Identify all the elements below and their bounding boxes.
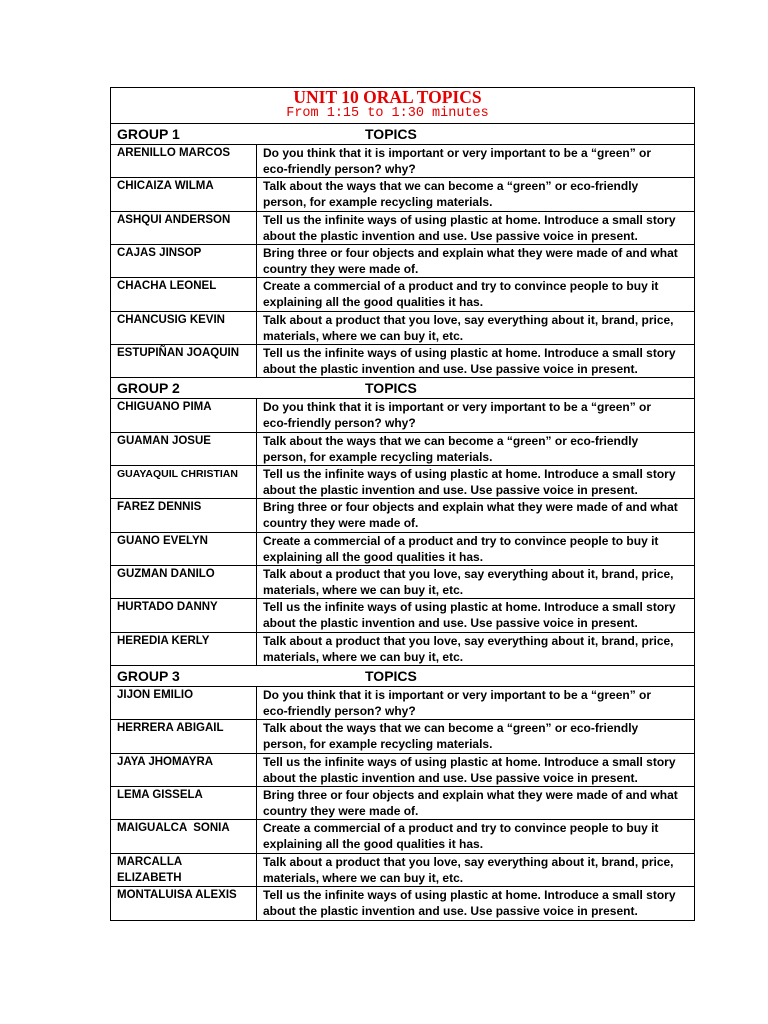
student-name: ASHQUI ANDERSON — [111, 212, 257, 244]
group-rows — [111, 687, 694, 920]
table-row — [111, 433, 694, 466]
topic-text: Talk about the ways that we can become a “green” or eco-friendly person, for example recycling materials. — [263, 433, 639, 464]
table-row — [111, 633, 694, 666]
topic-text: Tell us the infinite ways of using plastic at home. Introduce a small story about the plastic invention and use. Use passive voice in present. — [263, 212, 676, 243]
table-row — [111, 720, 694, 753]
group-label: GROUP 2 — [117, 380, 180, 397]
student-name: CHACHA LEONEL — [111, 278, 257, 310]
topic-text: Do you think that it is important or very important to be a “green” or eco-friendly person? why? — [263, 146, 652, 176]
table-row — [111, 278, 694, 311]
group-rows — [111, 399, 694, 666]
table-row — [111, 499, 694, 532]
title-row — [111, 88, 694, 124]
student-name: GUANO EVELYN — [111, 533, 257, 565]
topic-text: Create a commercial of a product and try to convince people to buy it explaining all the good qualities it has. — [263, 821, 659, 852]
document-title: UNIT 10 ORAL TOPICS — [293, 87, 482, 107]
student-name: LEMA GISSELA — [111, 787, 257, 819]
student-name: FAREZ DENNIS — [111, 499, 257, 531]
student-name: HERRERA ABIGAIL — [111, 720, 257, 752]
table-row — [111, 399, 694, 432]
table-row — [111, 887, 694, 920]
topic-text: Tell us the infinite ways of using plastic at home. Introduce a small story about the plastic invention and use. Use passive voice in present. — [263, 345, 676, 376]
student-name: MARCALLA ELIZABETH — [111, 854, 257, 886]
student-name: CAJAS JINSOP — [111, 245, 257, 277]
student-name: GUAYAQUIL CHRISTIAN — [111, 466, 257, 498]
topic-text: Tell us the infinite ways of using plastic at home. Introduce a small story about the plastic invention and use. Use passive voice in present. — [263, 466, 676, 497]
topic-text: Tell us the infinite ways of using plastic at home. Introduce a small story about the plastic invention and use. Use passive voice in present. — [263, 754, 676, 785]
oral-topics-table — [110, 87, 695, 921]
student-name: HEREDIA KERLY — [111, 633, 257, 665]
group-label: GROUP 3 — [117, 667, 180, 684]
group-header-row — [111, 666, 694, 687]
student-name: CHANCUSIG KEVIN — [111, 312, 257, 344]
table-row — [111, 854, 694, 887]
group-header-row — [111, 124, 694, 145]
table-row — [111, 245, 694, 278]
topics-column-header: TOPICS — [365, 380, 417, 397]
group-header-row — [111, 378, 694, 399]
group-rows — [111, 145, 694, 378]
student-name: MONTALUISA ALEXIS — [111, 887, 257, 920]
document-subtitle: From 1:15 to 1:30 minutes — [286, 106, 489, 121]
topic-text: Do you think that it is important or very important to be a “green” or eco-friendly person? why? — [263, 400, 652, 431]
table-row — [111, 466, 694, 499]
group-section — [111, 124, 694, 378]
topic-text: Talk about a product that you love, say everything about it, brand, price, materials, where we can buy it, etc. — [263, 566, 674, 597]
table-row — [111, 599, 694, 632]
topic-text: Tell us the infinite ways of using plastic at home. Introduce a small story about the plastic invention and use. Use passive voice in present. — [263, 887, 676, 918]
table-row — [111, 754, 694, 787]
student-name: JIJON EMILIO — [111, 687, 257, 719]
group-section — [111, 378, 694, 666]
student-name: MAIGUALCA SONIA — [111, 820, 257, 852]
student-name: CHICAIZA WILMA — [111, 178, 257, 210]
student-name: ESTUPIÑAN JOAQUIN — [111, 345, 257, 377]
table-row — [111, 145, 694, 178]
topic-text: Talk about a product that you love, say everything about it, brand, price, materials, where we can buy it, etc. — [263, 854, 674, 885]
table-row — [111, 820, 694, 853]
topic-text: Talk about a product that you love, say everything about it, brand, price, materials, where we can buy it, etc. — [263, 633, 674, 664]
student-name: JAYA JHOMAYRA — [111, 754, 257, 786]
topic-text: Talk about the ways that we can become a “green” or eco-friendly person, for example recycling materials. — [263, 179, 639, 210]
student-name: GUZMAN DANILO — [111, 566, 257, 598]
groups-container — [111, 124, 694, 920]
topic-text: Talk about a product that you love, say everything about it, brand, price, materials, where we can buy it, etc. — [263, 312, 674, 343]
student-name: HURTADO DANNY — [111, 599, 257, 631]
topic-text: Talk about the ways that we can become a “green” or eco-friendly person, for example recycling materials. — [263, 721, 639, 752]
topic-text: Bring three or four objects and explain what they were made of and what country they were made of. — [263, 500, 678, 531]
student-name: CHIGUANO PIMA — [111, 399, 257, 431]
table-row — [111, 566, 694, 599]
table-row — [111, 533, 694, 566]
topic-text: Create a commercial of a product and try to convince people to buy it explaining all the good qualities it has. — [263, 279, 659, 310]
topics-column-header: TOPICS — [365, 667, 417, 684]
topic-text: Bring three or four objects and explain what they were made of and what country they were made of. — [263, 787, 678, 818]
group-section — [111, 666, 694, 920]
topic-text: Create a commercial of a product and try to convince people to buy it explaining all the good qualities it has. — [263, 533, 659, 564]
topic-text: Bring three or four objects and explain what they were made of and what country they were made of. — [263, 245, 678, 276]
topic-text: Do you think that it is important or very important to be a “green” or eco-friendly person? why? — [263, 687, 652, 718]
table-row — [111, 787, 694, 820]
table-row — [111, 687, 694, 720]
topic-text: Tell us the infinite ways of using plastic at home. Introduce a small story about the plastic invention and use. Use passive voice in present. — [263, 600, 676, 631]
table-row — [111, 212, 694, 245]
student-name: GUAMAN JOSUE — [111, 433, 257, 465]
table-row — [111, 312, 694, 345]
group-label: GROUP 1 — [117, 126, 180, 142]
topics-column-header: TOPICS — [365, 126, 417, 142]
student-name: ARENILLO MARCOS — [111, 145, 257, 177]
table-row — [111, 345, 694, 378]
table-row — [111, 178, 694, 211]
